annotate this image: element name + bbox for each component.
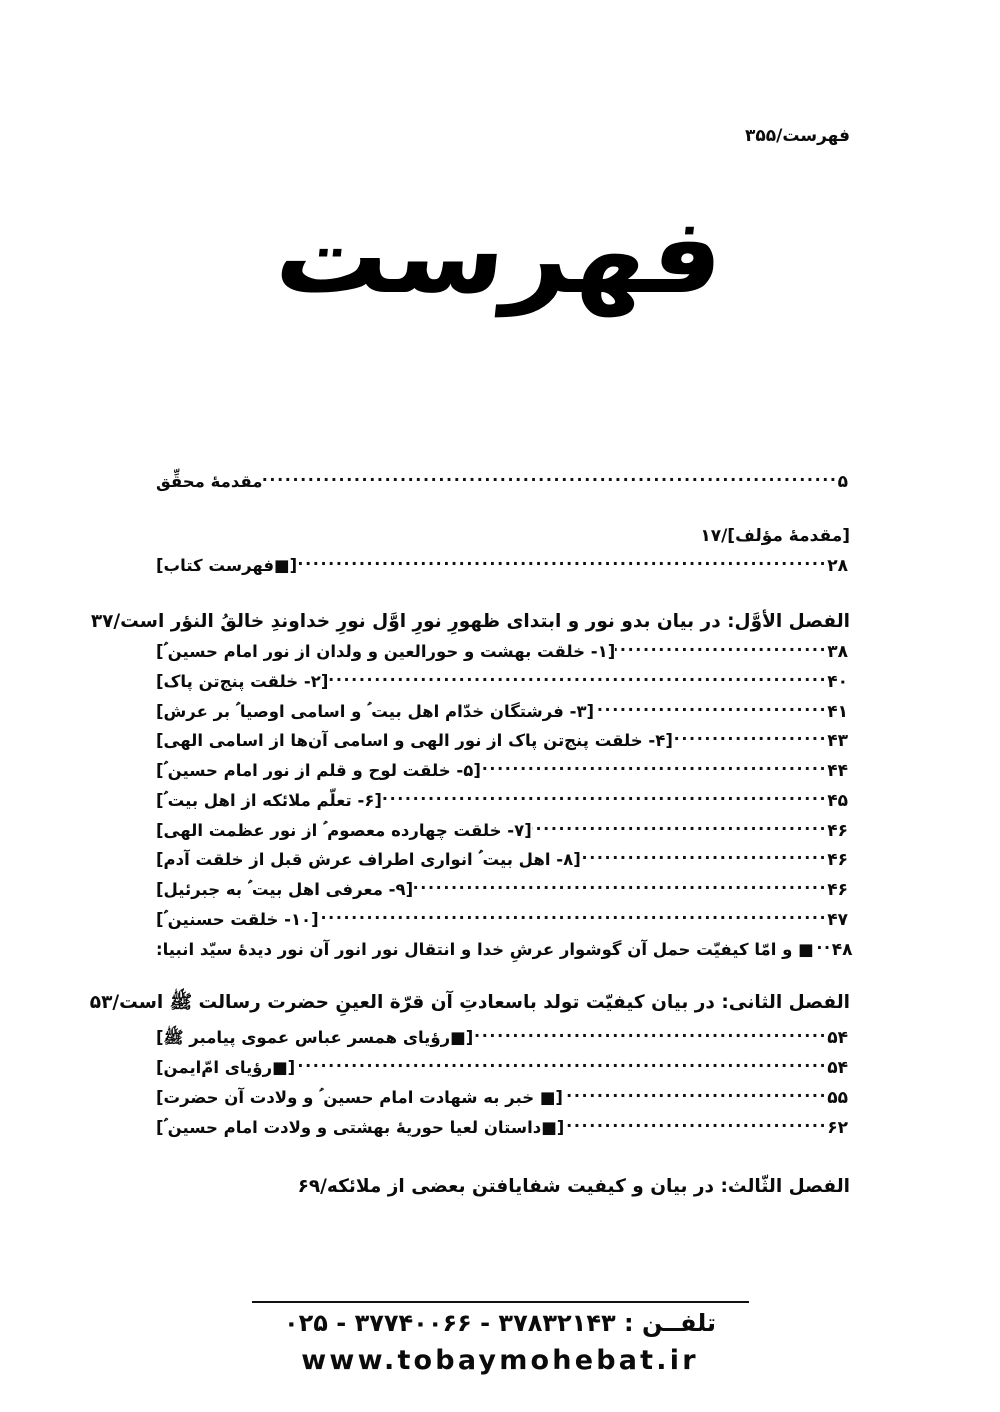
toc-entry-label: [■رؤیای امّ‌ایمن] [156,1058,296,1077]
toc-entry[interactable] [150,1116,850,1139]
toc-entry-label: [۴- خلقت پنج‌تن پاک از نور الهی و اسامی آن‌ها از اسامی الهی] [156,731,673,751]
toc-entry-page: ۴۱ [827,701,848,722]
toc-entry[interactable] [150,700,850,723]
dot-leader [413,879,827,896]
dot-leader [382,789,827,806]
toc-entry[interactable] [150,879,850,902]
toc-entry[interactable] [150,938,853,961]
toc-entry[interactable] [150,789,850,812]
chapter-heading-1[interactable]: الفصل الأوَّل: در بیان بدو نور و ابتدای ظهورِ نورِ اوَّل نورِ خداوندِ خالقُ النؤر است/۳۷ [90,610,850,632]
toc-entry-label: [۲- خلقت پنج‌تن پاک] [156,671,329,691]
toc-entry[interactable] [150,908,850,931]
spacer [150,968,850,992]
toc-entry-page: ۴۶ [827,820,848,841]
dot-leader [673,730,827,747]
dot-leader [319,908,828,925]
dot-leader [615,641,827,658]
chapter-heading-3[interactable]: الفصل الثّالث: در بیان و کیفیت شفایافتن بعضی از ملائکه/۶۹ [297,1175,850,1197]
toc-entry-label: [۷- خلقت چهارده معصوم ؑ از نور عظمت الهی] [156,820,532,840]
toc-entry[interactable] [150,819,850,842]
spacer [150,502,850,526]
toc-entry[interactable] [150,849,850,872]
toc-entry-label: [۶- تعلّم ملائکه از اهل بیت ؑ] [156,790,382,810]
toc-entry-page: ۳۸ [827,642,848,662]
toc-entry-label: [۵- خلقت لوح و قلم از نور امام حسین ؑ] [156,761,481,780]
toc-entry-page: ۲۸ [827,556,848,577]
toc-entry-label: [■فهرست کتاب] [156,556,298,576]
toc-entry-label: ■ و امّا کیفیّت حمل آن گوشوار عرشِ خدا و انتقال نور انور آن نور دیدهٔ سیّد انبیا: [156,939,814,959]
toc-entry-label: [۸- اهل بیت ؑ انواری اطراف عرش قبل از خلقت آدم] [156,850,581,870]
dot-leader [814,938,832,955]
dot-leader [532,819,827,836]
dot-leader [297,555,827,572]
dot-leader [564,1116,827,1133]
toc-entry-label: [۳- فرشتگان خدّام اهل بیت ؑ و اسامی اوصیا ؑ بر عرش] [156,701,595,721]
footer-phone-label: تلفــن : [623,1308,717,1337]
dot-leader [262,470,837,487]
footer-website[interactable]: www.tobaymohebat.ir [301,1345,699,1376]
toc-entry-page: ۴۰ [827,671,848,692]
toc-entry[interactable] [150,1027,850,1050]
toc-entry[interactable] [150,760,850,783]
toc-entry-page: ۴۳ [827,731,848,752]
spacer [150,587,850,611]
page-title-block [0,186,1000,356]
toc-entry-label: [■ خبر به شهادت امام حسین ؑ و ولادت آن حضرت] [156,1087,563,1107]
toc-entry[interactable] [150,555,850,578]
toc-entry[interactable] [150,1057,850,1080]
toc-entry-label: [۱۰- خلقت حسنین ؑ] [156,909,319,929]
toc-entry[interactable]: [مقدمهٔ مؤلف]/۱۷ [700,525,850,546]
toc-entry-page: ۵ [837,471,848,492]
toc-entry[interactable] [150,670,850,693]
footer-phone-digits: ۰۲۵ - ۳۷۷۴۰۰۶۶ - ۳۷۸۳۲۱۴۳ [283,1308,616,1337]
dot-leader [473,1027,827,1044]
toc-entry-page: ۴۴ [827,761,848,781]
dot-leader [328,670,827,687]
toc-entry-page: ۴۶ [827,880,848,900]
spacer [150,1146,850,1176]
footer-divider [252,1301,749,1303]
toc-entry-label: [■داستان لعیا حوریهٔ بهشتی و ولادت امام حسین ؑ] [156,1117,565,1137]
running-head: فهرست/۳۵۵ [745,126,850,146]
dot-leader [295,1057,827,1074]
page-title: فهرست [270,195,730,317]
toc-entry-label: [۹- معرفی اهل بیت ؑ به جبرئیل] [156,880,414,899]
toc-entry-page: ۴۵ [827,790,848,811]
toc-entry-label: مقدمهٔ محقِّق [156,471,263,491]
toc-entry-page: ۴۷ [827,909,848,930]
dot-leader [481,760,827,777]
toc-entry-page: ۶۲ [827,1117,848,1138]
toc-entry-page: ۵۴ [827,1028,848,1049]
toc-entry[interactable] [150,641,850,664]
table-of-contents [89,470,853,1197]
toc-entry-page: ۴۸ [831,939,853,960]
toc-entry[interactable] [150,730,850,753]
toc-entry-label: [۱- خلقت بهشت و حورالعین و ولدان از نور امام حسین ؑ] [156,642,616,661]
toc-entry[interactable] [150,1086,850,1109]
dot-leader [563,1086,827,1103]
footer-phone [0,1307,1000,1339]
toc-entry-page: ۵۵ [827,1087,848,1108]
page-footer [0,1301,1000,1376]
toc-entry-page: ۵۴ [827,1058,848,1078]
chapter-heading-2[interactable]: الفصل الثانی: در بیان کیفیّت تولد باسعادتِ آن قرّة العینِ حضرت رسالت ﷺ است/۵۳ [89,991,850,1013]
dot-leader [594,700,827,717]
dot-leader [581,849,828,866]
toc-entry-page: ۴۶ [827,850,848,871]
toc-entry-label: [■رؤیای همسر عباس عموی پیامبر ﷺ] [156,1028,474,1048]
toc-entry[interactable] [150,470,850,493]
